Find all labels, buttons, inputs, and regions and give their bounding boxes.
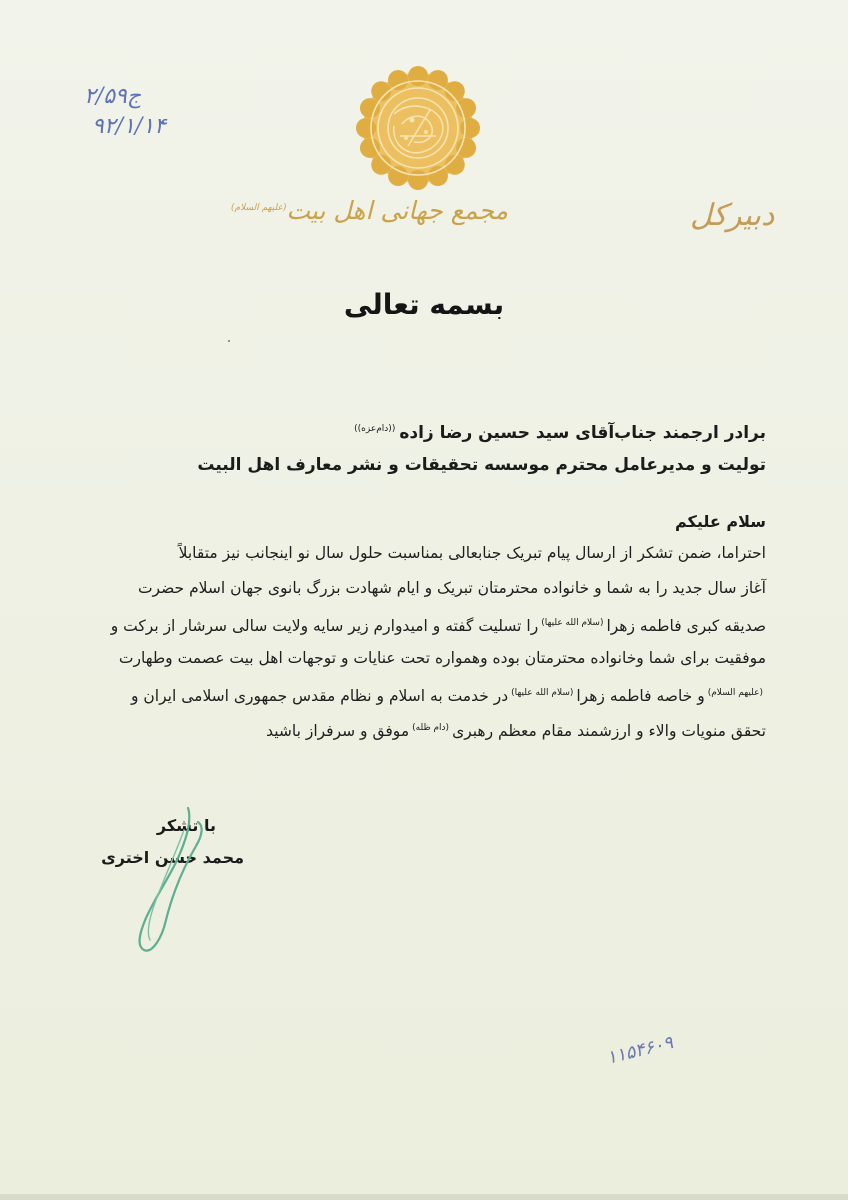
organization-honorific: (علیهم السلام) xyxy=(231,202,287,213)
greeting: سلام علیکم xyxy=(674,512,766,531)
body-line-5-end: در خدمت به اسلام و نظام مقدس جمهوری اسلامی ایران و xyxy=(131,687,509,706)
addressee-line-2: تولیت و مدیرعامل محترم موسسه تحقیقات و نشر معارف اهل البیت xyxy=(197,455,766,475)
closing-thanks: با تشکر xyxy=(156,816,216,835)
body-line-3-honorific: (سلام الله علیها) xyxy=(541,618,604,628)
handwritten-letter-number: ج۲/۵۹ xyxy=(84,84,142,109)
body-line-5-start: و خاصه فاطمه زهرا xyxy=(576,687,705,706)
addressee-honorific: ((دام‌عزه)) xyxy=(354,424,396,435)
organization-name xyxy=(231,196,508,225)
letter-body xyxy=(110,536,766,746)
organization-logo-icon xyxy=(356,66,480,190)
paper-speck xyxy=(228,340,230,342)
body-line-3 xyxy=(110,606,766,641)
body-line-6 xyxy=(116,711,766,746)
handwritten-signature xyxy=(126,800,216,960)
addressee-name: برادر ارجمند جناب‌آقای سید حسین رضا زاده xyxy=(399,423,766,443)
body-line-2: آغاز سال جدید را به شما و خانواده محترمتان تبریک و ایام شهادت بزرگ بانوی جهان اسلام حضرت xyxy=(137,579,766,597)
body-line-6-start: تحقق منویات والاء و ارزشمند مقام معظم رهبری xyxy=(452,722,766,741)
body-line-1: احتراما، ضمن تشکر از ارسال پیام تبریک جنابعالی بمناسبت حلول سال نو اینجانب نیز متقابلاً xyxy=(178,544,766,562)
body-line-3-end: را تسلیت گفته و امیدوارم زیر سایه ولایت سالی سرشار از برکت و xyxy=(110,617,539,636)
signer-name: محمد حسن اختری xyxy=(101,848,244,867)
body-line-5-honorific-2: (سلام الله علیها) xyxy=(511,688,574,698)
body-line-5 xyxy=(116,676,766,711)
body-line-4: موفقیت برای شما وخانواده محترمتان بوده وهمواره تحت عنایات و توجهات اهل بیت عصمت وطهارت xyxy=(118,649,766,667)
body-line-6-end: موفق و سرفراز باشید xyxy=(266,722,410,741)
office-title: دبیرکل xyxy=(690,198,775,233)
letter-heading: بسمه تعالی xyxy=(343,288,505,321)
body-line-5-honorific-1: (علیهم السلام) xyxy=(707,688,763,698)
handwritten-date: ۹۲/۱/۱۴ xyxy=(92,114,166,139)
handwritten-reference-number: ۱۱۵۴۶۰۹ xyxy=(604,1032,676,1069)
body-line-3-start: صدیقه کبری فاطمه زهرا xyxy=(606,617,766,636)
addressee-line-1 xyxy=(354,423,766,443)
body-line-6-honorific: (دام ظله) xyxy=(412,723,450,733)
organization-name-text: مجمع جهانی اهل بیت xyxy=(286,196,508,225)
